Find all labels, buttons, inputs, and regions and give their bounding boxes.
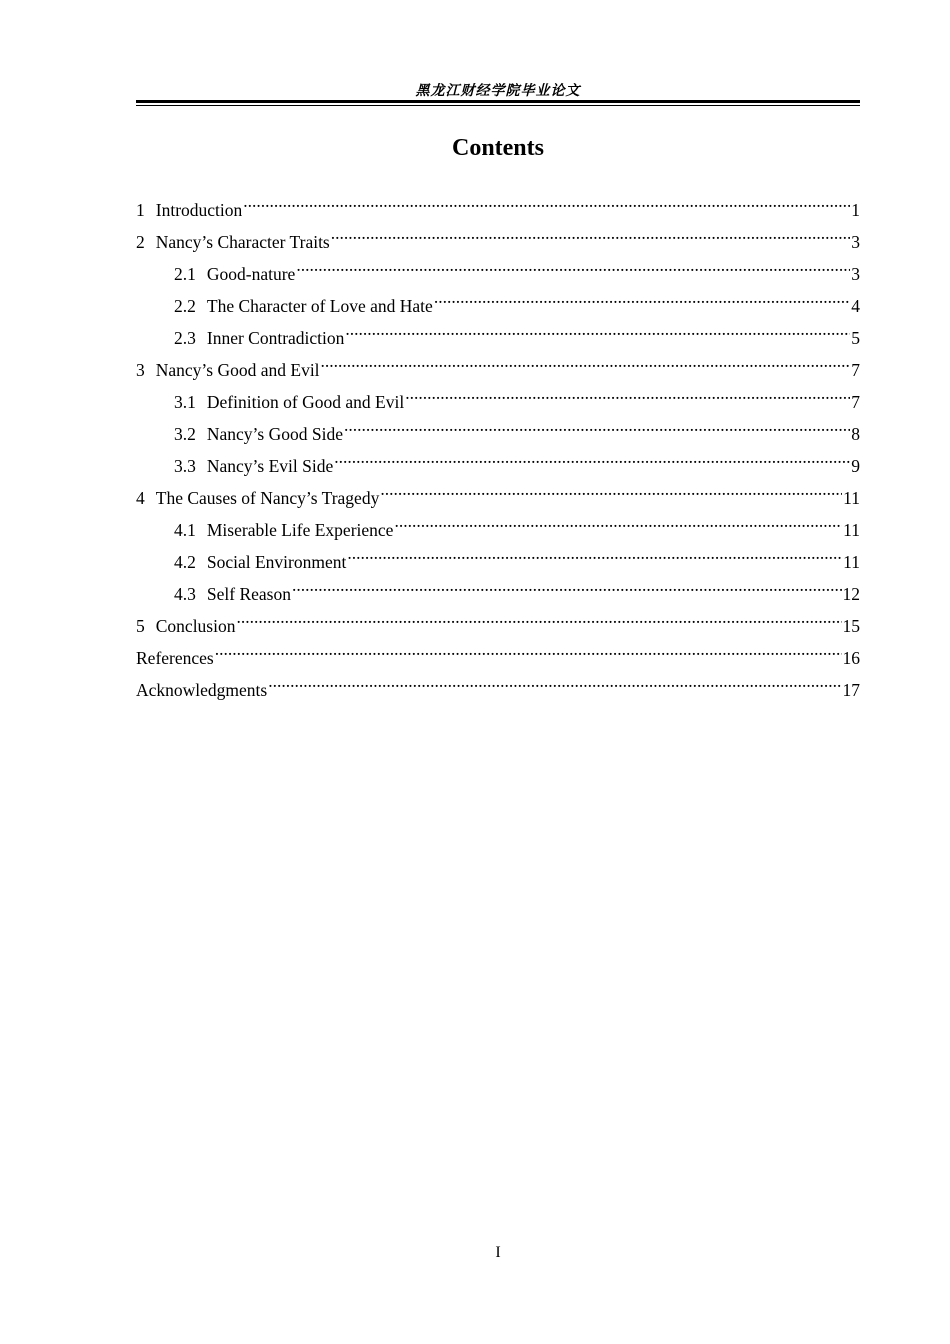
toc-entry-causes-of-tragedy[interactable] (136, 482, 860, 514)
toc-entry-title: Good-nature (206, 264, 296, 284)
toc-entry-title: Nancy’s Good Side (206, 424, 343, 444)
toc-entry-number: 2.1 (174, 264, 196, 284)
toc-entry-number: 3.2 (174, 424, 196, 444)
dot-leader (434, 290, 850, 312)
dot-leader (236, 610, 841, 632)
toc-entry-title: Social Environment (206, 552, 347, 572)
page-number: I (495, 1244, 501, 1261)
header-rule-thick (136, 100, 860, 103)
toc-entry-number: 3 (136, 360, 145, 380)
dot-leader (345, 322, 850, 344)
toc-entry-page: 11 (843, 488, 860, 508)
toc-entry-good-side[interactable] (136, 418, 860, 450)
toc-entry-number: 2.3 (174, 328, 196, 348)
toc-entry-number: 3.3 (174, 456, 196, 476)
running-header: 黑龙江财经学院毕业论文 (415, 83, 581, 99)
toc-entry-page: 17 (842, 680, 860, 700)
toc-entry-title: Miserable Life Experience (206, 520, 394, 540)
dot-leader (292, 578, 842, 600)
toc-entry-number: 4.3 (174, 584, 196, 604)
dot-leader (215, 642, 842, 664)
toc-entry-page: 12 (842, 584, 860, 604)
toc-entry-page: 11 (843, 552, 860, 572)
dot-leader (331, 226, 851, 248)
toc-entry-title: Conclusion (155, 616, 236, 636)
toc-entry-miserable-life[interactable] (136, 514, 860, 546)
toc-entry-number: 3.1 (174, 392, 196, 412)
toc-entry-definition[interactable] (136, 386, 860, 418)
toc-entry-title: References (136, 648, 214, 668)
table-of-contents (136, 194, 860, 706)
toc-entry-inner-contradiction[interactable] (136, 322, 860, 354)
toc-entry-references[interactable] (136, 642, 860, 674)
toc-entry-title: Nancy’s Evil Side (206, 456, 334, 476)
toc-entry-page: 9 (851, 456, 860, 476)
toc-entry-conclusion[interactable] (136, 610, 860, 642)
toc-entry-number: 2.2 (174, 296, 196, 316)
toc-entry-title: Nancy’s Character Traits (155, 232, 330, 252)
dot-leader (296, 258, 850, 280)
toc-entry-title: Definition of Good and Evil (206, 392, 405, 412)
toc-entry-acknowledgments[interactable] (136, 674, 860, 706)
toc-entry-title: The Character of Love and Hate (206, 296, 433, 316)
dot-leader (321, 354, 851, 376)
toc-entry-introduction[interactable] (136, 194, 860, 226)
dot-leader (268, 674, 841, 696)
toc-entry-number: 5 (136, 616, 145, 636)
toc-entry-title: Nancy’s Good and Evil (155, 360, 320, 380)
toc-entry-character-traits[interactable] (136, 226, 860, 258)
dot-leader (394, 514, 842, 536)
dot-leader (405, 386, 850, 408)
toc-entry-self-reason[interactable] (136, 578, 860, 610)
dot-leader (344, 418, 850, 440)
header-rule-thin (136, 105, 860, 106)
toc-entry-title: Self Reason (206, 584, 291, 604)
toc-entry-number: 4 (136, 488, 145, 508)
toc-entry-page: 5 (851, 328, 860, 348)
toc-entry-number: 2 (136, 232, 145, 252)
toc-entry-evil-side[interactable] (136, 450, 860, 482)
toc-entry-good-and-evil[interactable] (136, 354, 860, 386)
toc-entry-title: Inner Contradiction (206, 328, 345, 348)
toc-entry-page: 3 (851, 232, 860, 252)
toc-entry-title: Introduction (155, 200, 243, 220)
toc-title: Contents (451, 135, 544, 161)
toc-entry-page: 11 (843, 520, 860, 540)
toc-entry-page: 7 (851, 392, 860, 412)
toc-entry-page: 7 (851, 360, 860, 380)
toc-entry-social-environment[interactable] (136, 546, 860, 578)
toc-entry-number: 1 (136, 200, 145, 220)
toc-entry-page: 3 (851, 264, 860, 284)
dot-leader (380, 482, 842, 504)
toc-entry-page: 16 (842, 648, 860, 668)
toc-entry-number: 4.1 (174, 520, 196, 540)
toc-entry-title: Acknowledgments (136, 680, 268, 700)
dot-leader (334, 450, 850, 472)
toc-entry-page: 4 (851, 296, 860, 316)
toc-entry-page: 15 (842, 616, 860, 636)
toc-entry-page: 1 (851, 200, 860, 220)
dot-leader (347, 546, 842, 568)
toc-entry-love-and-hate[interactable] (136, 290, 860, 322)
toc-entry-title: The Causes of Nancy’s Tragedy (155, 488, 380, 508)
dot-leader (243, 194, 850, 216)
toc-entry-number: 4.2 (174, 552, 196, 572)
toc-entry-page: 8 (851, 424, 860, 444)
toc-entry-good-nature[interactable] (136, 258, 860, 290)
